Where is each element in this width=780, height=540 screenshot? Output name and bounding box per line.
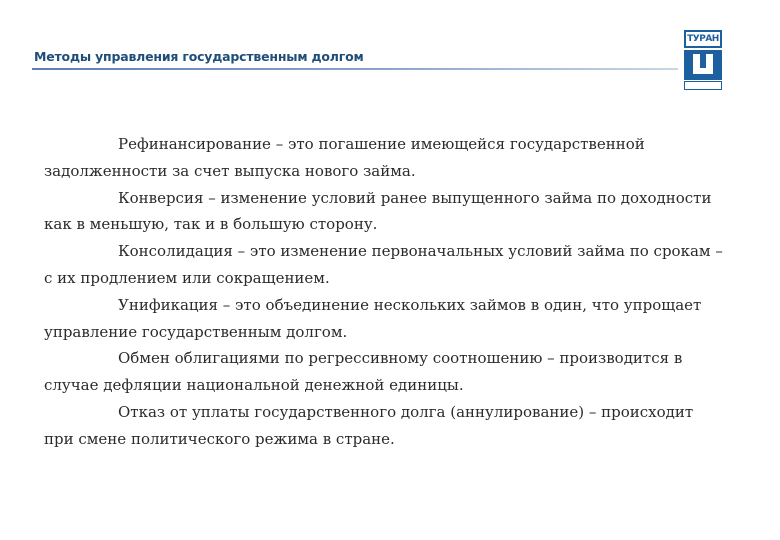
paragraph-unification: Унификация – это объединение нескольких займов в один, что упрощает управление государственным долгом. bbox=[44, 295, 702, 341]
paragraph-refinancing: Рефинансирование – это погашение имеющейся государственной задолженности за счет выпуска нового займа. bbox=[44, 135, 645, 180]
logo-emblem bbox=[684, 50, 722, 80]
header-divider bbox=[32, 68, 678, 70]
paragraph-conversion: Конверсия – изменение условий ранее выпущенного займа по доходности как в меньшую, так и в большую сторону. bbox=[44, 188, 712, 234]
paragraph-consolidation: Консолидация – это изменение первоначальных условий займа по срокам – с их продлением или сокращением. bbox=[44, 242, 723, 287]
definitions-list bbox=[44, 131, 724, 453]
page-title: Методы управления государственным долгом bbox=[34, 49, 364, 64]
logo-caption bbox=[684, 81, 722, 90]
paragraph-bond-exchange: Обмен облигациями по регрессивному соотношению – производится в случае дефляции национальной денежной единицы. bbox=[44, 349, 683, 395]
logo-wordmark: ТУРАН bbox=[684, 30, 722, 48]
paragraph-debt-repudiation: Отказ от уплаты государственного долга (аннулирование) – происходит при смене политического режима в стране. bbox=[44, 402, 694, 448]
turan-logo-icon bbox=[684, 30, 722, 90]
